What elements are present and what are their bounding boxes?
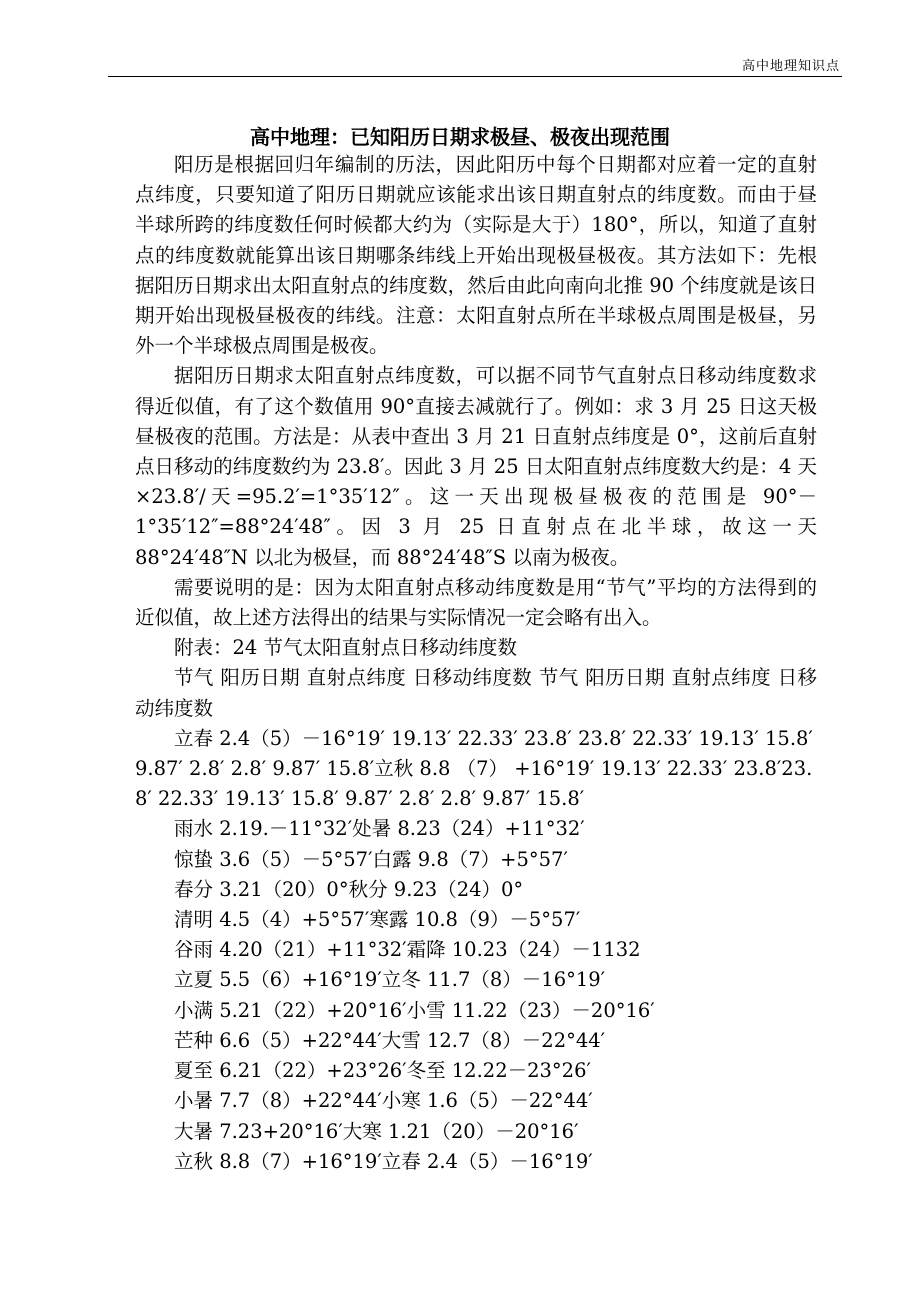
appendix-row: 谷雨 4.20（21）+11°32′霜降 10.23（24）－1132 xyxy=(174,938,641,962)
running-header: 高中地理知识点 xyxy=(741,59,840,74)
appendix-row: 春分 3.21（20）0°秋分 9.23（24）0° xyxy=(174,877,524,901)
appendix-row: 夏至 6.21（22）+23°26′冬至 12.22－23°26′ xyxy=(174,1059,591,1083)
appendix-header-line: 节气 阳历日期 直射点纬度 日移动纬度数 节气 阳历日期 直射点纬度 日移动纬度数 xyxy=(135,666,817,720)
appendix-row: 立夏 5.5（6）+16°19′立冬 11.7（8）－16°19′ xyxy=(174,968,606,992)
appendix-row: 小满 5.21（22）+20°16′小雪 11.22（23）－20°16′ xyxy=(174,998,655,1022)
document-body xyxy=(135,150,817,1177)
appendix-run-on-line: 立春 2.4（5）－16°19′ 19.13′ 22.33′ 23.8′ 23.8′ 22.33′ 19.13′ 15.8′ 9.87′ 2.8′ 2.8′ 9.87′ 15.8′立秋 8.8 （7） +16°19′ 19.13′ 22.33′ 23.8′23.8′ 22.33′ 19.13′ 15.8′ 9.87′ 2.8′ 2.8′ 9.87′ 15.8′ xyxy=(135,726,813,811)
appendix-row: 惊蛰 3.6（5）－5°57′白露 9.8（7）+5°57′ xyxy=(174,847,568,871)
appendix-row: 芒种 6.6（5）+22°44′大雪 12.7（8）－22°44′ xyxy=(174,1028,606,1052)
appendix-row: 立秋 8.8（7）+16°19′立春 2.4（5）－16°19′ xyxy=(174,1149,593,1173)
header-rule xyxy=(108,76,842,77)
paragraph-note: 需要说明的是：因为太阳直射点移动纬度数是用“节气”平均的方法得到的近似值，故上述方法得出的结果与实际情况一定会略有出入。 xyxy=(135,575,817,630)
paragraph-intro: 阳历是根据回归年编制的历法，因此阳历中每个日期都对应着一定的直射点纬度，只要知道了阳历日期就应该能求出该日期直射点的纬度数。而由于昼半球所跨的纬度数任何时候都大约为（实际是大于）180°，所以，知道了直射点的纬度数就能算出该日期哪条纬线上开始出现极昼极夜。其方法如下：先根据阳历日期求出太阳直射点的纬度数，然后由此向南向北推 90 个纬度就是该日期开始出现极昼极夜的纬线。注意：太阳直射点所在半球极点周围是极昼，另外一个半球极点周围是极夜。 xyxy=(135,153,817,358)
appendix-row: 大暑 7.23+20°16′大寒 1.21（20）－20°16′ xyxy=(174,1119,579,1143)
appendix-caption: 附表：24 节气太阳直射点日移动纬度数 xyxy=(174,636,518,660)
paragraph-method-example: 据阳历日期求太阳直射点纬度数，可以据不同节气直射点日移动纬度数求得近似值，有了这个数值用 90°直接去减就行了。例如：求 3 月 25 日这天极昼极夜的范围。方法是：从表中查出 3 月 21 日直射点纬度是 0°，这前后直射点日移动的纬度数约为 23.8′。因此 3 月 25 日太阳直射点纬度数大约是：4 天×23.8′/天=95.2′=1°35′12″。这一天出现极昼极夜的范围是 90°－1°35′12″=88°24′48″。因 3 月 25 日直射点在北半球，故这一天 88°24′48″N 以北为极昼，而 88°24′48″S 以南为极夜。 xyxy=(135,364,817,569)
page-title: 高中地理：已知阳历日期求极昼、极夜出现范围 xyxy=(250,125,670,149)
appendix-row: 雨水 2.19.－11°32′处暑 8.23（24）+11°32′ xyxy=(174,817,585,841)
appendix-row: 小暑 7.7（8）+22°44′小寒 1.6（5）－22°44′ xyxy=(174,1089,593,1113)
appendix-row: 清明 4.5（4）+5°57′寒露 10.8（9）－5°57′ xyxy=(174,908,581,932)
